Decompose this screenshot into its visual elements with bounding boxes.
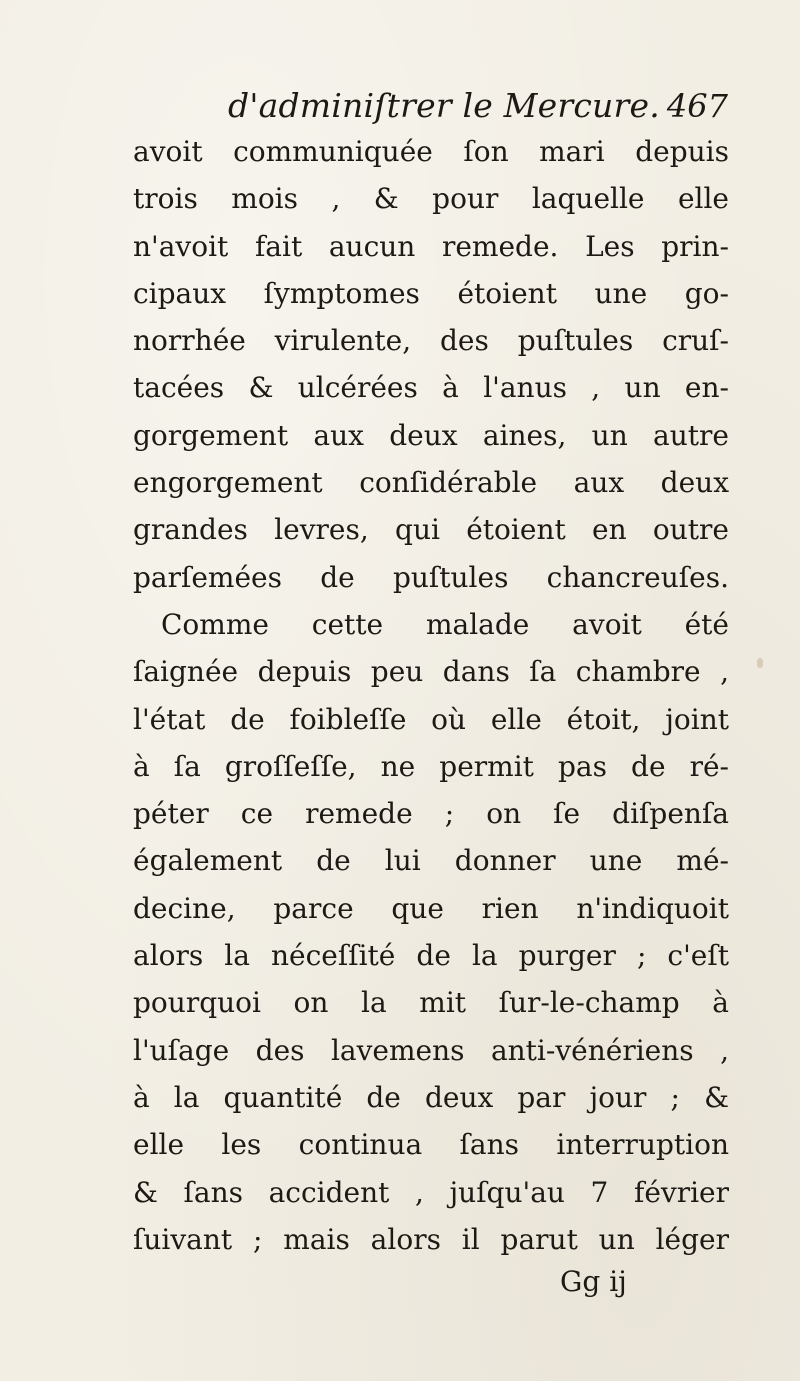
running-title: d'adminiſtrer le Mercure. xyxy=(228,86,660,125)
text-line: péter ce remede ; on ſe diſpenſa xyxy=(133,797,729,831)
text-line: engorgement conſidérable aux deux xyxy=(133,466,729,500)
text-line: parſemées de puſtules chancreuſes. xyxy=(133,560,729,594)
text-line: & ſans accident , juſqu'au 7 février xyxy=(133,1175,729,1209)
signature-catchword: Gg ij xyxy=(560,1265,627,1298)
text-line: trois mois , & pour laquelle elle xyxy=(133,182,729,216)
text-line: à ſa groſſeſſe, ne permit pas de ré- xyxy=(133,749,729,783)
text-line: l'uſage des lavemens anti-vénériens , xyxy=(133,1033,729,1067)
text-line: pourquoi on la mit ſur-le-champ à xyxy=(133,986,729,1020)
text-line-paragraph-start: Comme cette malade avoit été xyxy=(161,607,729,641)
page-header xyxy=(228,80,728,132)
text-line: à la quantité de deux par jour ; & xyxy=(133,1080,729,1114)
text-line: ſaignée depuis peu dans ſa chambre , xyxy=(133,655,729,689)
text-line: n'avoit fait aucun remede. Les prin- xyxy=(133,229,729,263)
body-text xyxy=(133,128,729,1263)
text-line: grandes levres, qui étoient en outre xyxy=(133,513,729,547)
text-line: decine, parce que rien n'indiquoit xyxy=(133,891,729,925)
text-line: tacées & ulcérées à l'anus , un en- xyxy=(133,371,729,405)
text-line: norrhée virulente, des puſtules cruſ- xyxy=(133,324,729,358)
text-line: alors la néceſſité de la purger ; c'eſt xyxy=(133,939,729,973)
text-line: gorgement aux deux aines, un autre xyxy=(133,418,729,452)
text-line: cipaux ſymptomes étoient une go- xyxy=(133,276,729,310)
page-number: 467 xyxy=(666,87,728,125)
text-line: elle les continua ſans interruption xyxy=(133,1128,729,1162)
text-line: l'état de foibleſſe où elle étoit, joint xyxy=(133,702,729,736)
text-line: également de lui donner une mé- xyxy=(133,844,729,878)
text-line: avoit communiquée ſon mari depuis xyxy=(133,135,729,168)
paper-stain xyxy=(757,658,763,668)
text-line: ſuivant ; mais alors il parut un léger xyxy=(133,1222,729,1256)
